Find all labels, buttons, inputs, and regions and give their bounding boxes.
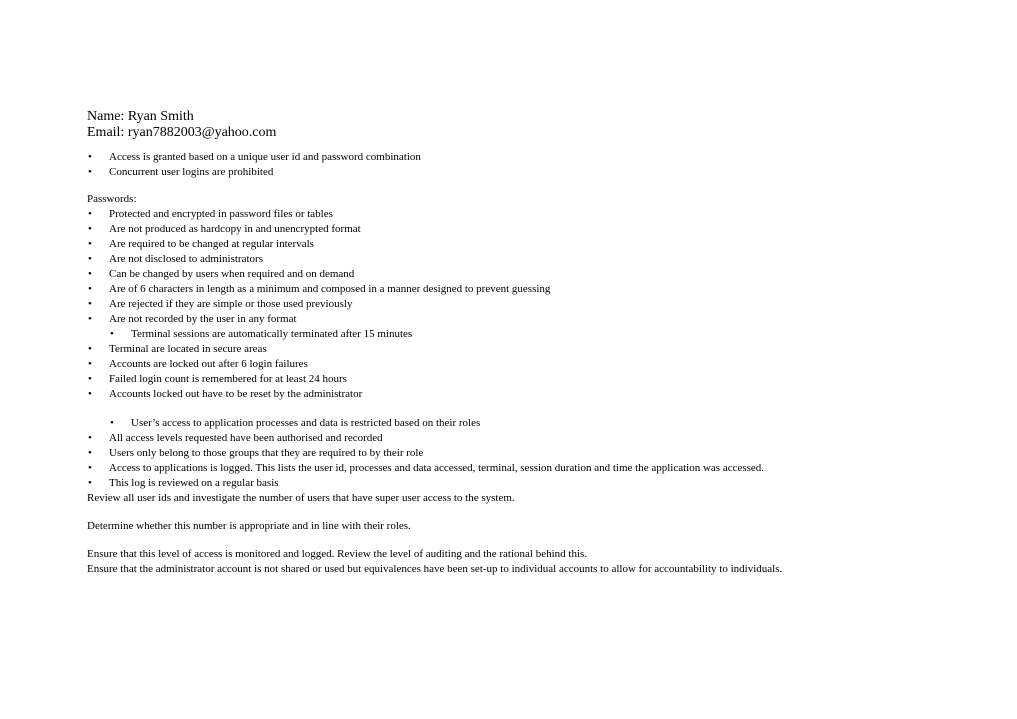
bullet-icon: •	[88, 298, 92, 310]
contact-name: Name: Ryan Smith	[87, 109, 194, 124]
list-item: • Protected and encrypted in password files or tables	[88, 208, 333, 220]
list-item: • Concurrent user logins are prohibited	[88, 166, 274, 178]
list-item: • Access is granted based on a unique user id and password combination	[88, 151, 421, 163]
bullet-icon: •	[88, 151, 92, 163]
bullet-icon: •	[88, 343, 92, 355]
list-item: • This log is reviewed on a regular basis	[88, 477, 279, 489]
bullet-icon: •	[110, 417, 114, 429]
passwords-heading: Passwords:	[87, 193, 137, 205]
bullet-icon: •	[88, 253, 92, 265]
list-item: • Are rejected if they are simple or those used previously	[88, 298, 353, 310]
list-item: • Accounts are locked out after 6 login failures	[88, 358, 308, 370]
passwords-list	[87, 207, 987, 402]
bullet-icon: •	[88, 268, 92, 280]
bullet-icon: •	[88, 373, 92, 385]
bullet-icon: •	[88, 447, 92, 459]
bullet-icon: •	[88, 238, 92, 250]
list-subitem: • User’s access to application processes and data is restricted based on their roles	[110, 417, 481, 429]
list-item: • Terminal are located in secure areas	[88, 343, 267, 355]
list-item: • Failed login count is remembered for at least 24 hours	[88, 373, 347, 385]
roles-list	[87, 416, 987, 491]
review-paragraph: Review all user ids and investigate the number of users that have super user access to the system.	[87, 492, 515, 504]
bullet-icon: •	[88, 358, 92, 370]
bullet-icon: •	[88, 432, 92, 444]
bullet-icon: •	[88, 477, 92, 489]
list-item: • Accounts locked out have to be reset by the administrator	[88, 388, 363, 400]
list-item: • Access to applications is logged. This lists the user id, processes and data accessed, terminal, session duration and time the application was accessed.	[88, 462, 765, 474]
list-item: • Are not produced as hardcopy in and unencrypted format	[88, 223, 361, 235]
list-item: • Can be changed by users when required and on demand	[88, 268, 355, 280]
list-item: • Are of 6 characters in length as a minimum and composed in a manner designed to prevent guessing	[88, 283, 551, 295]
determine-paragraph: Determine whether this number is appropriate and in line with their roles.	[87, 520, 411, 532]
list-item: • Are not disclosed to administrators	[88, 253, 263, 265]
list-item: • Are not recorded by the user in any format	[88, 313, 297, 325]
bullet-icon: •	[88, 462, 92, 474]
bullet-icon: •	[88, 166, 92, 178]
ensure-admin-paragraph: Ensure that the administrator account is not shared or used but equivalences have been set-up to individual accounts to allow for accountability to individuals.	[87, 563, 783, 575]
list-subitem: • Terminal sessions are automatically terminated after 15 minutes	[110, 328, 413, 340]
list-item: • Users only belong to those groups that they are required to by their role	[88, 447, 424, 459]
list-item: • Are required to be changed at regular intervals	[88, 238, 314, 250]
document-page	[87, 109, 987, 577]
bullet-icon: •	[88, 283, 92, 295]
bullet-icon: •	[88, 223, 92, 235]
contact-email: Email: ryan7882003@yahoo.com	[87, 125, 277, 140]
access-list	[87, 150, 987, 180]
list-item: • All access levels requested have been authorised and recorded	[88, 432, 383, 444]
ensure-monitored-paragraph: Ensure that this level of access is monitored and logged. Review the level of auditing and the rational behind this.	[87, 548, 588, 560]
bullet-icon: •	[88, 313, 92, 325]
bullet-icon: •	[110, 328, 114, 340]
bullet-icon: •	[88, 208, 92, 220]
bullet-icon: •	[88, 388, 92, 400]
